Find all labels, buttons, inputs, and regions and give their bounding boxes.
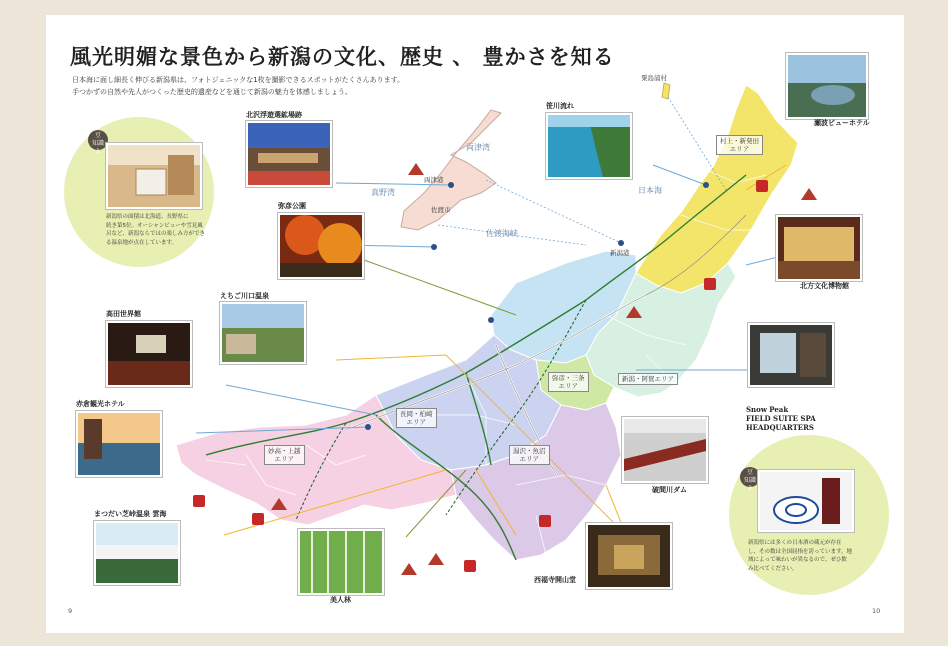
spot-photo-echigo-kawaguchi [220, 302, 306, 364]
page-title: 風光明媚な景色から新潟の文化、歴史 、 豊かさを知る [70, 44, 615, 69]
spot-photo-saifukuji [586, 523, 672, 589]
spot-label-takada: 高田世界館 [106, 309, 141, 318]
tip1-text: 新潟県の面積は北海道、長野県に 続き第5位。オーシャンビューや雪見風 呂など、新潟ならではの楽しみ方ができ る温泉地が点在しています。 [106, 214, 205, 246]
tip1-badge: 豆 知識 1 [88, 130, 108, 150]
spot-photo-hoppo [776, 215, 862, 281]
spot-label-matsudai: まつだい芝峠温泉 雲海 [94, 509, 167, 518]
area-nagaoka-kashiwazaki: 長岡・柏崎 エリア [396, 408, 437, 428]
intro-line-1: 日本海に面し細長く伸びる新潟県は、フォトジェニックな1枚を撮影できるスポットがたくさんあります。 [72, 76, 405, 84]
spot-photo-takada [106, 321, 192, 387]
spot-label-saifukuji: 西福寺開山堂 [534, 575, 576, 584]
area-murakami-shibata: 村上・新発田 エリア [716, 135, 763, 155]
tip1-photo [106, 143, 202, 209]
intro-line-2: 手つかずの自然や先人がつくった歴史的遺産などを通じて新潟の魅力を体感しましょう。 [72, 88, 352, 96]
awashima-island [662, 83, 670, 99]
label-awashimaura: 粟島浦村 [641, 74, 667, 82]
page-number-left: 9 [68, 607, 73, 615]
spot-label-hoppo: 北方文化博物館 [800, 281, 849, 290]
sea-mano-bay: 真野湾 [371, 188, 395, 197]
spot-photo-snowpeak [748, 323, 834, 387]
area-yahiko-sanjo: 弥彦・三条 エリア [548, 372, 589, 392]
spot-photo-senami [786, 53, 868, 119]
spot-photo-yahiko-park [278, 213, 364, 279]
area-niigata-aga: 新潟・阿賀エリア [618, 373, 678, 385]
spot-photo-akakura [76, 411, 162, 477]
label-niigata-port: 新潟港 [610, 249, 630, 257]
sea-sado-strait: 佐渡海峡 [486, 229, 518, 238]
spot-photo-sasagawa [546, 113, 632, 179]
spot-photo-matsudai [94, 521, 180, 585]
spot-label-akiga-dam: 破間川ダム [652, 485, 687, 494]
spot-label-senami: 瀬波ビューホテル [814, 118, 870, 127]
label-ryotsu-port: 両津港 [424, 176, 444, 184]
sea-ryotsu-bay: 両津湾 [466, 143, 490, 152]
page-number-right: 10 [872, 607, 881, 615]
spot-label-kitazawa: 北沢浮遊選鉱場跡 [246, 110, 302, 119]
spot-label-akakura: 赤倉観光ホテル [76, 399, 125, 408]
spot-label-sasagawa: 笹川流れ [546, 101, 574, 110]
spot-photo-kitazawa [246, 121, 332, 187]
spot-photo-bijinbayashi [298, 529, 384, 595]
spot-photo-akiga-dam [622, 417, 708, 483]
brochure-page [46, 15, 904, 633]
spot-label-echigo-kawaguchi: えちご川口温泉 [220, 291, 269, 300]
sea-japan: 日本海 [638, 186, 662, 195]
tip2-badge: 豆 知識 2 [740, 467, 760, 487]
tip2-photo [758, 470, 854, 532]
spot-label-snowpeak: Snow Peak FIELD SUITE SPA HEADQUARTERS [746, 405, 816, 432]
area-myoko-joetsu: 妙高・上越 エリア [264, 445, 305, 465]
area-yuzawa-uonuma: 湯沢・魚沼 エリア [509, 445, 550, 465]
label-sado-city: 佐渡市 [431, 206, 451, 214]
spot-label-yahiko-park: 弥彦公園 [278, 201, 306, 210]
tip2-text: 新潟県には多くの日本酒の蔵元が存在 し、その数は全国屈指を誇っています。地 域によって味わいが異なるので、ぜひ飲 み比べてください。 [748, 540, 853, 572]
spot-label-bijinbayashi: 美人林 [330, 595, 351, 604]
